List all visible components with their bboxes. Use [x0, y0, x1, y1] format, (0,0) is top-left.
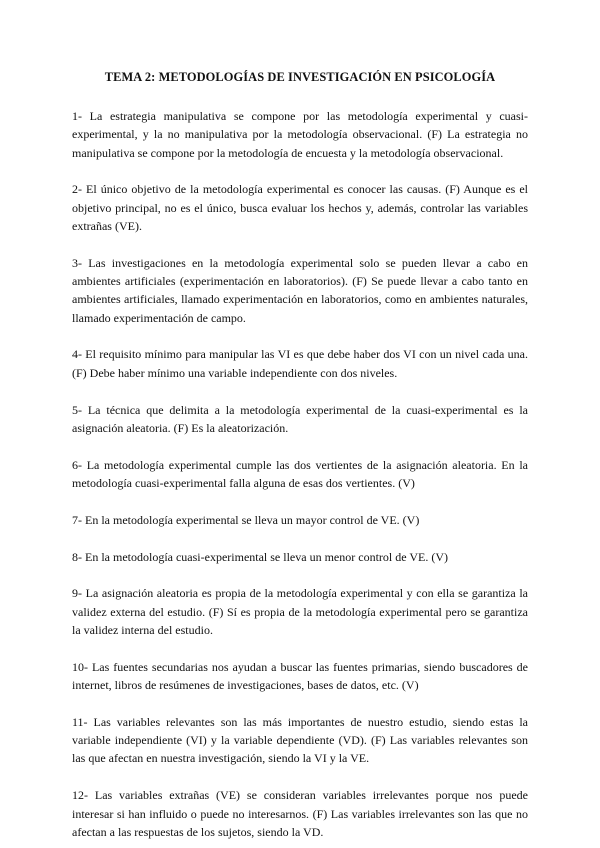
statement-5: 5- La técnica que delimita a la metodología experimental de la cuasi-experimental es la asignación aleatoria. (F) Es la aleatorización. [72, 402, 528, 435]
document-page [72, 70, 528, 841]
statement-3: 3- Las investigaciones en la metodología experimental solo se pueden llevar a cabo en ambientes artificiales (experimentación en laboratorios). (F) Se puede llevar a cabo tanto en ambientes artificiales, llamado experimentación en laboratorios, como en ambientes naturales, llamado experimentación de campo. [72, 255, 528, 325]
page-title: TEMA 2: METODOLOGÍAS DE INVESTIGACIÓN EN PSICOLOGÍA [104, 70, 496, 84]
statement-10: 10- Las fuentes secundarias nos ayudan a buscar las fuentes primarias, siendo buscadores de internet, libros de resúmenes de investigaciones, bases de datos, etc. (V) [72, 659, 528, 693]
statement-12: 12- Las variables extrañas (VE) se consideran variables irrelevantes porque nos puede interesar si han influido o puede no interesarnos. (F) Las variables irrelevantes son las que no afectan a las respuestas de los sujetos, siendo la VD. [72, 788, 528, 839]
statement-4: 4- El requisito mínimo para manipular las VI es que debe haber dos VI con un nivel cada una. (F) Debe haber mínimo una variable independiente con dos niveles. [72, 347, 528, 380]
statement-6: 6- La metodología experimental cumple las dos vertientes de la asignación aleatoria. En la metodología cuasi-experimental falla alguna de esas dos vertientes. (V) [72, 457, 528, 490]
statement-2: 2- El único objetivo de la metodología experimental es conocer las causas. (F) Aunque es el objetivo principal, no es el único, busca evaluar los hechos y, además, controlar las variables extrañas (VE). [72, 182, 528, 233]
statement-7: 7- En la metodología experimental se lleva un mayor control de VE. (V) [72, 512, 420, 527]
statement-8: 8- En la metodología cuasi-experimental se lleva un menor control de VE. (V) [72, 549, 448, 564]
statement-1: 1- La estrategia manipulativa se compone por las metodología experimental y cuasi-experimental, y la no manipulativa por la metodología observacional. (F) La estrategia no manipulativa se compone por la metodología de encuesta y la metodología observacional. [72, 109, 528, 160]
statement-11: 11- Las variables relevantes son las más importantes de nuestro estudio, siendo estas la variable independiente (VI) y la variable dependiente (VD). (F) Las variables relevantes son las que afectan en nuestra investigación, siendo la VI y la VE. [72, 714, 528, 766]
statement-9: 9- La asignación aleatoria es propia de la metodología experimental y con ella se garantiza la validez externa del estudio. (F) Sí es propia de la metodología experimental pero se garantiza la validez interna del estudio. [72, 586, 528, 637]
